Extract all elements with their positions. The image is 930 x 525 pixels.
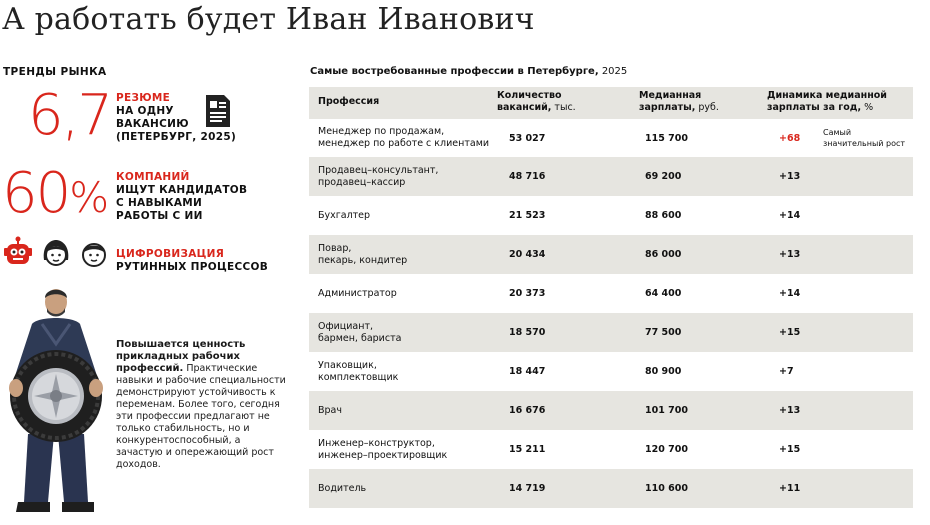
- cell-profession: [318, 430, 496, 469]
- table-header: [309, 87, 913, 119]
- worker-with-tire-illustration: [2, 284, 110, 516]
- cell-salary: 120 700: [645, 444, 688, 455]
- profession-line: комплектовщик: [318, 371, 399, 383]
- profession-line: Инженер–конструктор,: [318, 437, 435, 449]
- market-paragraph: [116, 339, 286, 471]
- robot-icon: [2, 236, 34, 268]
- stat-companies-line: РАБОТЫ С ИИ: [116, 210, 203, 222]
- cell-count: 20 434: [509, 249, 546, 260]
- stat-resume-line: ВАКАНСИЮ: [116, 118, 189, 130]
- cell-dynamics: +13: [779, 405, 801, 416]
- stat-digital-label: [116, 248, 268, 274]
- profession-line: Бухгалтер: [318, 209, 371, 221]
- table-row: [309, 274, 913, 313]
- header-count-line2: вакансий,: [497, 102, 552, 113]
- cell-dynamics: +15: [779, 444, 801, 455]
- stat-companies-label: [116, 171, 247, 223]
- stat-resume-value: 6,7: [28, 83, 112, 148]
- profession-line: Администратор: [318, 287, 397, 299]
- cell-dynamics: +11: [779, 483, 801, 494]
- table-row: [309, 313, 913, 352]
- cell-count: 15 211: [509, 444, 546, 455]
- cell-count: 18 570: [509, 327, 546, 338]
- cell-dynamics: +13: [779, 249, 801, 260]
- profession-line: Продавец–консультант,: [318, 164, 439, 176]
- cell-profession: [318, 274, 496, 313]
- profession-line: пекарь, кондитер: [318, 254, 408, 266]
- profession-line: Повар,: [318, 242, 352, 254]
- cell-salary: 77 500: [645, 327, 682, 338]
- stat-resume-line: (ПЕТЕРБУРГ, 2025): [116, 131, 237, 143]
- table-row: [309, 391, 913, 430]
- cell-profession: [318, 391, 496, 430]
- cell-salary: 115 700: [645, 132, 688, 144]
- stat-companies-number: 60: [2, 161, 70, 226]
- stat-companies-line: С НАВЫКАМИ: [116, 197, 203, 209]
- stat-companies-unit: %: [69, 173, 108, 222]
- profession-line: Менеджер по продажам,: [318, 126, 445, 137]
- profession-line: менеджер по работе с клиентами: [318, 138, 490, 149]
- cell-count: 21 523: [509, 210, 546, 221]
- table-row: [309, 196, 913, 235]
- profession-line: Упаковщик,: [318, 359, 377, 371]
- cell-salary: 88 600: [645, 210, 682, 221]
- table-title: [310, 66, 627, 77]
- stat-resume-red: РЕЗЮМЕ: [116, 92, 171, 104]
- cell-salary: 110 600: [645, 483, 688, 494]
- table-row: [309, 430, 913, 469]
- table-row: [309, 235, 913, 274]
- header-count-unit: тыс.: [551, 102, 576, 113]
- header-salary-bold: Медианная: [639, 90, 702, 101]
- trends-section-title: ТРЕНДЫ РЫНКА: [3, 66, 107, 78]
- cell-dynamics: +68: [779, 132, 801, 144]
- cell-dynamics: +7: [779, 366, 794, 377]
- header-dynamics-line2: зарплаты за год,: [767, 102, 862, 113]
- paragraph-text: Практические навыки и рабочие специальности демонстрируют устойчивость к переменам. Более того, сегодня эти профессии предлагают не только стабильность, но и конкурентоспособный, а зачастую и опережающий рост доходов.: [116, 363, 286, 470]
- note-line: значительный рост: [823, 139, 906, 148]
- cell-dynamics: +15: [779, 327, 801, 338]
- cell-dynamics: +14: [779, 288, 801, 299]
- note-line: Самый: [823, 128, 852, 137]
- page-title: А работать будет Иван Иванович: [2, 2, 535, 37]
- cell-dynamics: +13: [779, 171, 801, 182]
- woman-face-icon: [40, 238, 72, 270]
- document-icon: [203, 94, 233, 128]
- cell-dynamics: +14: [779, 210, 801, 221]
- header-salary: [639, 90, 719, 114]
- table-row: [309, 157, 913, 196]
- cell-salary: 69 200: [645, 171, 682, 182]
- cell-count: 48 716: [509, 171, 546, 182]
- profession-line: инженер–проектировщик: [318, 449, 448, 461]
- profession-line: Официант,: [318, 320, 374, 332]
- cell-profession: [318, 235, 496, 274]
- cell-salary: 80 900: [645, 366, 682, 377]
- professions-table: [309, 87, 913, 508]
- man-face-icon: [78, 238, 110, 270]
- table-row: [309, 469, 913, 508]
- cell-profession: [318, 157, 496, 196]
- table-title-bold: Самые востребованные профессии в Петербурге,: [310, 66, 599, 77]
- cell-count: 53 027: [509, 132, 546, 144]
- cell-profession: [318, 352, 496, 391]
- profession-line: Врач: [318, 404, 342, 416]
- cell-salary: 64 400: [645, 288, 682, 299]
- stat-companies-line: ИЩУТ КАНДИДАТОВ: [116, 184, 248, 196]
- cell-count: 16 676: [509, 405, 546, 416]
- cell-count: 14 719: [509, 483, 546, 494]
- stat-companies-value: [2, 161, 108, 226]
- profession-line: продавец–кассир: [318, 176, 406, 188]
- stat-resume-line: НА ОДНУ: [116, 105, 174, 117]
- header-salary-line2: зарплаты,: [639, 102, 696, 113]
- header-salary-unit: руб.: [695, 102, 719, 113]
- profession-line: Водитель: [318, 482, 367, 494]
- stat-digital-line: РУТИННЫХ ПРОЦЕССОВ: [116, 261, 269, 273]
- cell-profession: [318, 196, 496, 235]
- table-row: [309, 352, 913, 391]
- table-row: [309, 119, 913, 157]
- profession-line: бармен, бариста: [318, 332, 402, 344]
- cell-profession: [318, 313, 496, 352]
- paragraph-lead: Повышается ценность прикладных рабочих профессий.: [116, 339, 246, 374]
- stat-digital-red: ЦИФРОВИЗАЦИЯ: [116, 248, 225, 260]
- cell-count: 20 373: [509, 288, 546, 299]
- table-title-year: 2025: [598, 66, 628, 77]
- header-count: [497, 90, 576, 114]
- header-dynamics-unit: %: [861, 102, 874, 113]
- stat-companies-red: КОМПАНИЙ: [116, 171, 190, 183]
- header-profession: Профессия: [318, 96, 380, 107]
- header-dynamics-line1: Динамика медианной: [767, 90, 887, 101]
- cell-note: [823, 119, 913, 157]
- header-count-bold: Количество: [497, 90, 562, 101]
- cell-count: 18 447: [509, 366, 546, 377]
- cell-profession: [318, 119, 496, 157]
- cell-salary: 101 700: [645, 405, 688, 416]
- cell-salary: 86 000: [645, 249, 682, 260]
- header-dynamics: [767, 90, 887, 114]
- cell-profession: [318, 469, 496, 508]
